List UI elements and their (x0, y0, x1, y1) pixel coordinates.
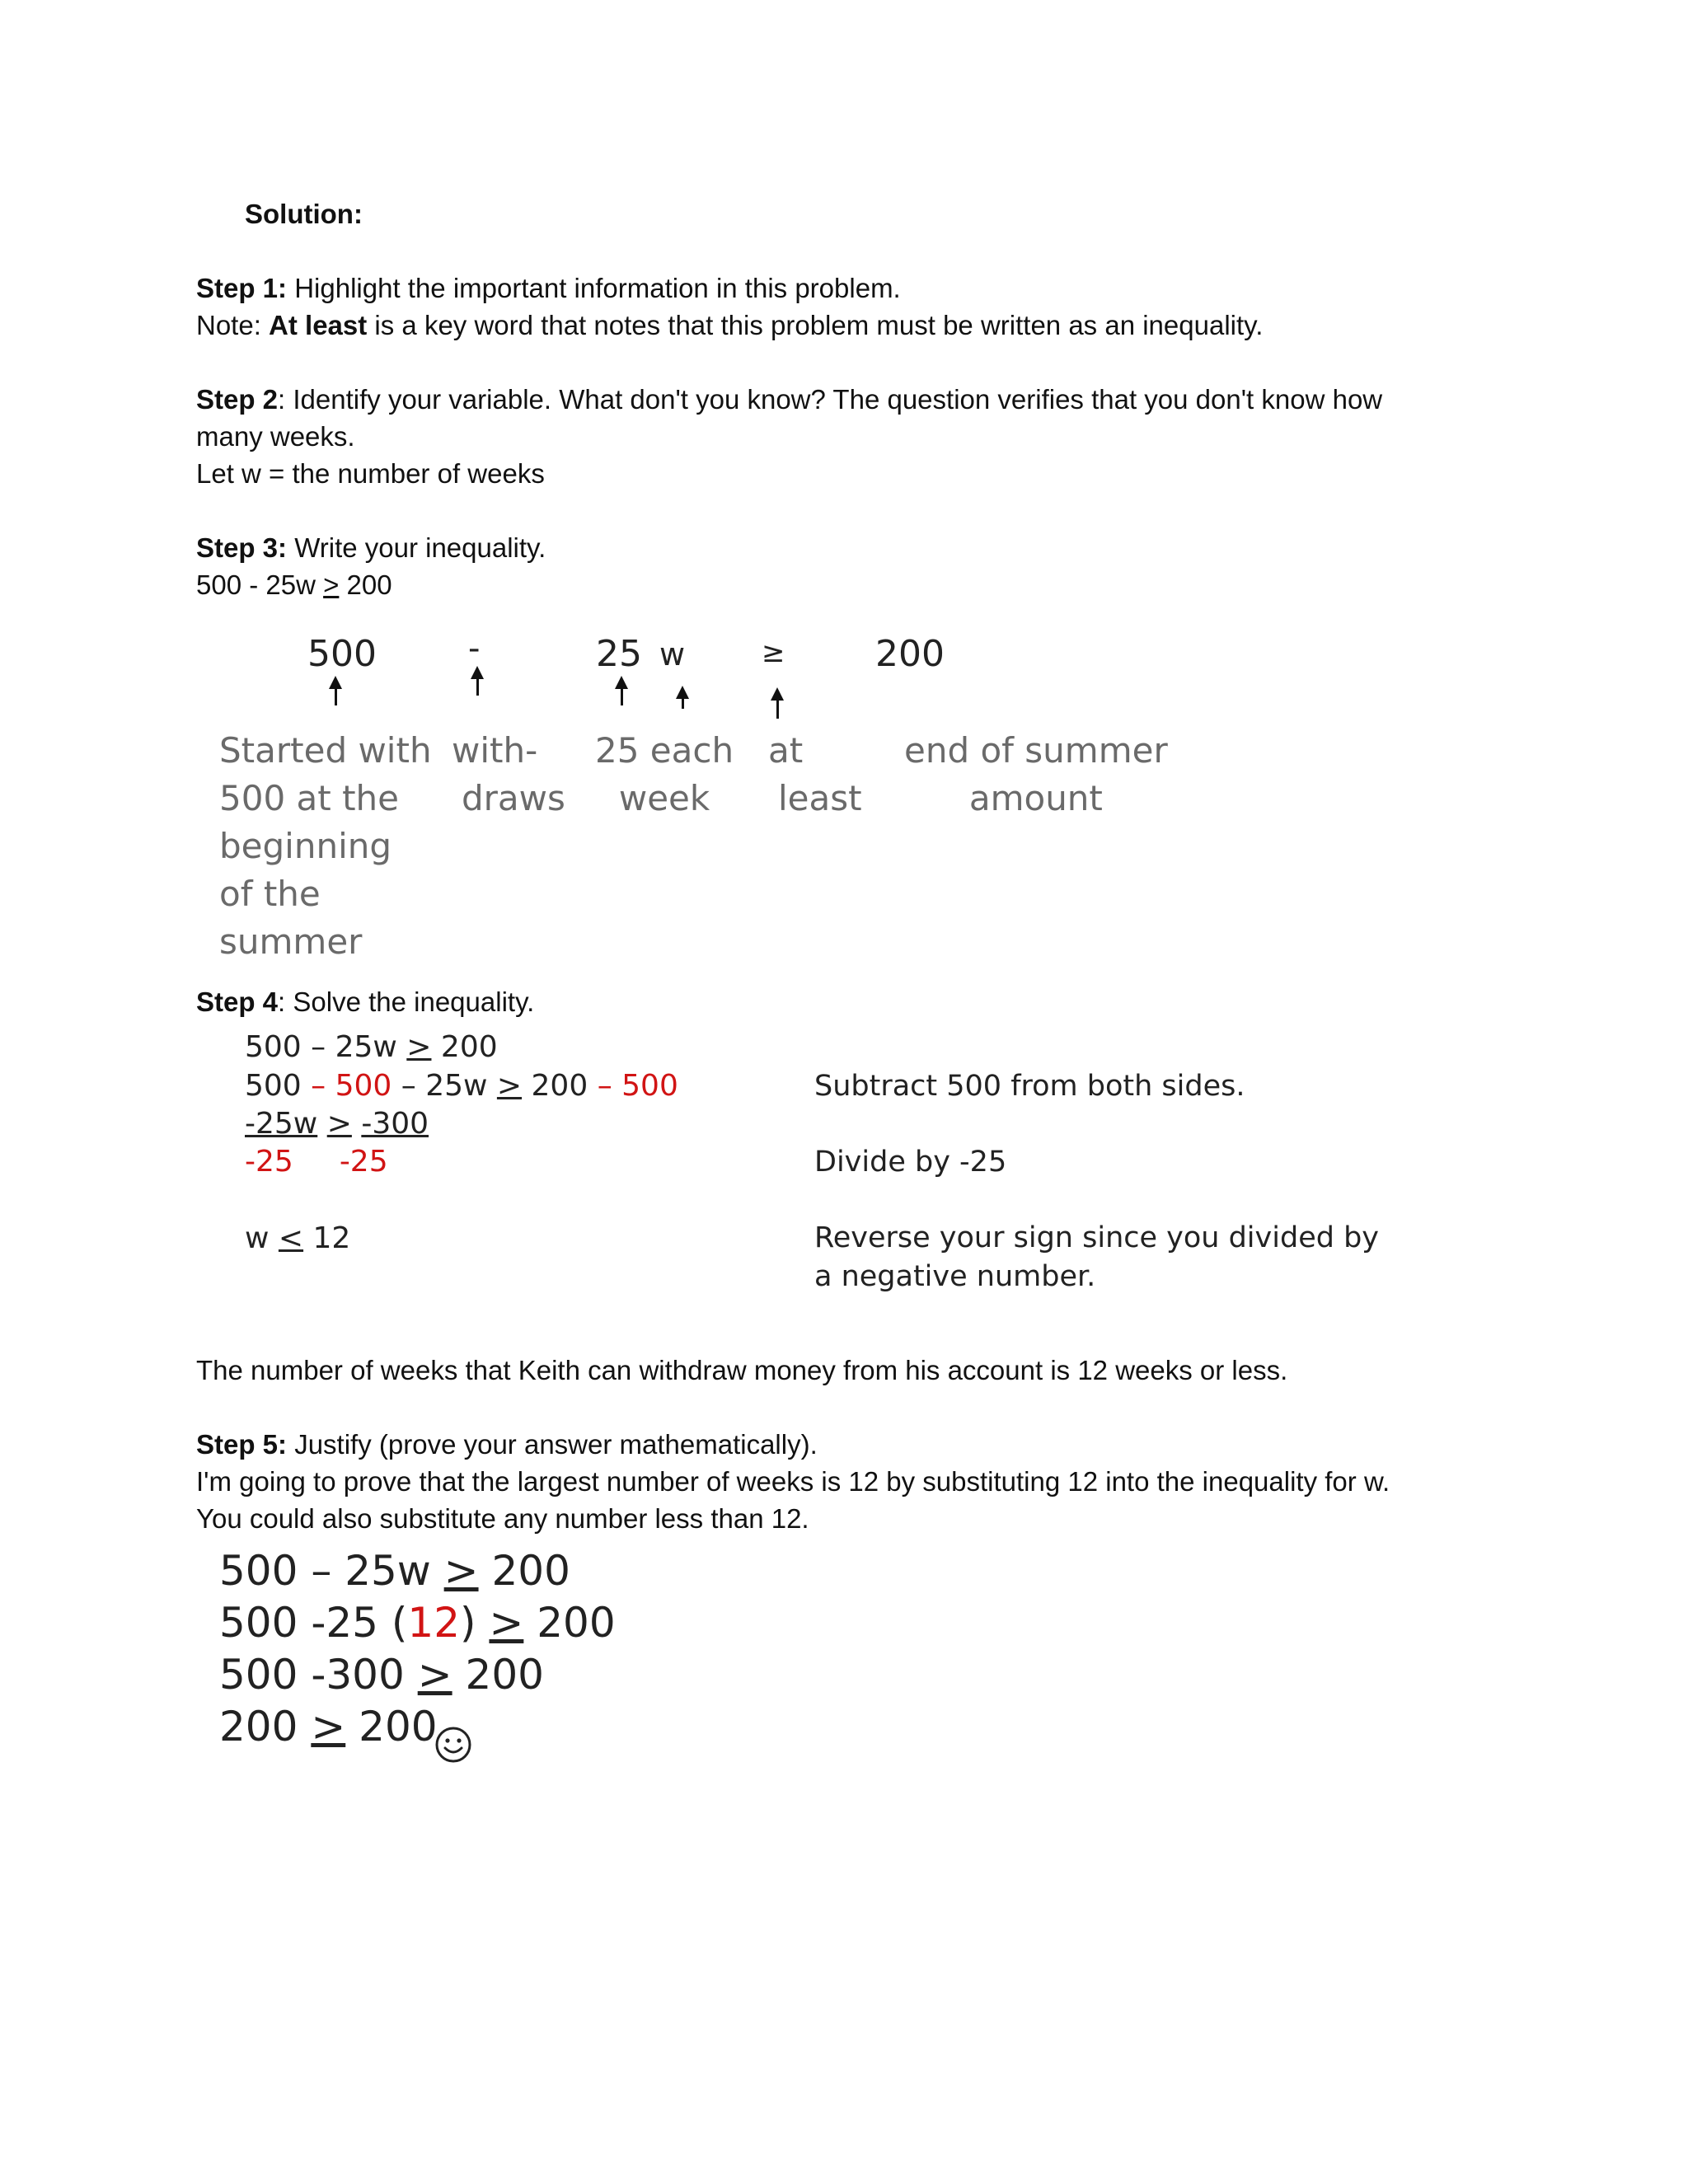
note-prefix: Note: (196, 310, 270, 340)
note-bold: At least (269, 310, 368, 340)
step2-line3: Let w = the number of weeks (196, 458, 545, 489)
solve-line-3 (245, 1107, 429, 1141)
proof-line-2 (219, 1599, 616, 1647)
solve-text: -300 (361, 1107, 429, 1141)
conclusion-text: The number of weeks that Keith can withdraw money from his account is 12 weeks or less. (196, 1355, 1288, 1385)
step3-line (196, 529, 546, 567)
label-each-week-line: 25 each (595, 730, 734, 771)
label-end-amount (904, 727, 1168, 823)
solve-line-5 (245, 1221, 350, 1255)
label-withdraws-line: draws (462, 778, 565, 818)
proof-symbol: > (311, 1703, 346, 1750)
step2-label: Step 2 (196, 384, 279, 415)
arrow-up-icon (476, 677, 479, 696)
label-end-amount-line: amount (968, 778, 1103, 818)
proof-text: 200 (478, 1547, 570, 1595)
solve-text: 500 – 25w (245, 1030, 407, 1064)
step2-line1 (196, 381, 1472, 419)
step3-inequality (196, 566, 392, 604)
term-ge: ≥ (762, 636, 785, 669)
solve-text: -25w (245, 1107, 318, 1141)
note-subtract: Subtract 500 from both sides. (814, 1070, 1245, 1103)
proof-text: 200 (523, 1599, 616, 1647)
step5-label: Step 5: (196, 1429, 288, 1460)
label-started-line: beginning (219, 826, 392, 866)
solve-text: 12 (303, 1221, 351, 1255)
ineq-symbol: > (323, 569, 340, 600)
step4-text: : Solve the inequality. (278, 987, 535, 1017)
proof-red-text: 12 (407, 1599, 461, 1647)
step2-line2: many weeks. (196, 421, 355, 452)
solve-red-text: – 500 (311, 1069, 392, 1103)
label-at-least-line: at (768, 730, 804, 771)
solve-text: 200 (431, 1030, 498, 1064)
solve-text: 200 (522, 1069, 598, 1103)
solve-line-4 (245, 1145, 388, 1179)
proof-text: 200 (345, 1703, 438, 1750)
solve-red-text: -25 (339, 1145, 388, 1179)
step1-line (196, 269, 901, 307)
label-each-week (595, 727, 734, 823)
step5-line2: I'm going to prove that the largest number of weeks is 12 by substituting 12 into the inequality for w. (196, 1466, 1390, 1497)
note-reverse-1: Reverse your sign since you divided by (814, 1221, 1379, 1254)
arrow-up-icon (621, 687, 623, 705)
step1-label: Step 1: (196, 273, 288, 303)
label-each-week-line: week (618, 778, 710, 818)
ineq-left: 500 - 25w (196, 569, 324, 600)
term-w: w (659, 636, 686, 673)
solve-text: w (245, 1221, 279, 1255)
proof-symbol: > (489, 1599, 524, 1647)
step3-text: Write your inequality. (287, 532, 546, 563)
label-at-least (768, 727, 862, 823)
solve-symbol: > (496, 1069, 523, 1103)
proof-text: 200 (219, 1703, 312, 1750)
step4-line (196, 983, 534, 1021)
proof-line-1 (219, 1547, 570, 1595)
proof-text: 500 -25 ( (219, 1599, 408, 1647)
proof-line-4 (219, 1703, 438, 1750)
label-withdraws (452, 727, 565, 823)
step1-text: Highlight the important information in this problem. (287, 273, 901, 303)
note-rest: is a key word that notes that this problem must be written as an inequality. (367, 310, 1264, 340)
solve-symbol: > (326, 1107, 352, 1141)
step5-line3: You could also substitute any number less than 12. (196, 1503, 809, 1534)
proof-text: 500 -300 (219, 1651, 418, 1699)
term-500: 500 (307, 633, 377, 675)
label-withdraws-line: with- (452, 730, 538, 771)
solve-symbol: < (278, 1221, 304, 1255)
note-reverse-2: a negative number. (814, 1260, 1096, 1293)
step4-label: Step 4 (196, 987, 279, 1017)
label-started (219, 727, 432, 966)
smiley-face-icon (434, 1726, 472, 1764)
term-minus: - (468, 630, 481, 668)
solve-text: – 25w (392, 1069, 497, 1103)
label-started-line: Started with (219, 730, 432, 771)
proof-symbol: > (417, 1651, 452, 1699)
step5-line (196, 1426, 818, 1464)
proof-text: ) (460, 1599, 490, 1647)
solve-line-1 (245, 1030, 498, 1064)
proof-text: 200 (452, 1651, 544, 1699)
term-200: 200 (875, 633, 945, 675)
step3-label: Step 3: (196, 532, 288, 563)
arrow-up-icon (335, 687, 337, 705)
solve-text: 500 (245, 1069, 312, 1103)
proof-symbol: > (443, 1547, 479, 1595)
solve-symbol: > (406, 1030, 432, 1064)
note-divide: Divide by -25 (814, 1146, 1007, 1179)
solve-line-2 (245, 1069, 678, 1103)
arrow-up-icon (682, 697, 684, 709)
proof-line-3 (219, 1651, 544, 1699)
solution-heading: Solution: (245, 199, 363, 229)
step2-text: : Identify your variable. What don't you know? The question verifies that you don't know how (278, 384, 1383, 415)
step1-note (196, 307, 1263, 344)
solve-red-text: -25 (245, 1145, 293, 1179)
proof-text: 500 – 25w (219, 1547, 444, 1595)
label-started-line: of the (219, 874, 321, 914)
term-25: 25 (596, 633, 642, 675)
label-end-amount-line: end of summer (904, 730, 1168, 771)
label-started-line: 500 at the (219, 778, 399, 818)
arrow-up-icon (776, 699, 779, 719)
ineq-right: 200 (339, 569, 392, 600)
solve-red-text: – 500 (597, 1069, 678, 1103)
label-started-line: summer (219, 921, 363, 962)
step5-text: Justify (prove your answer mathematically). (287, 1429, 818, 1460)
label-at-least-line: least (778, 778, 862, 818)
